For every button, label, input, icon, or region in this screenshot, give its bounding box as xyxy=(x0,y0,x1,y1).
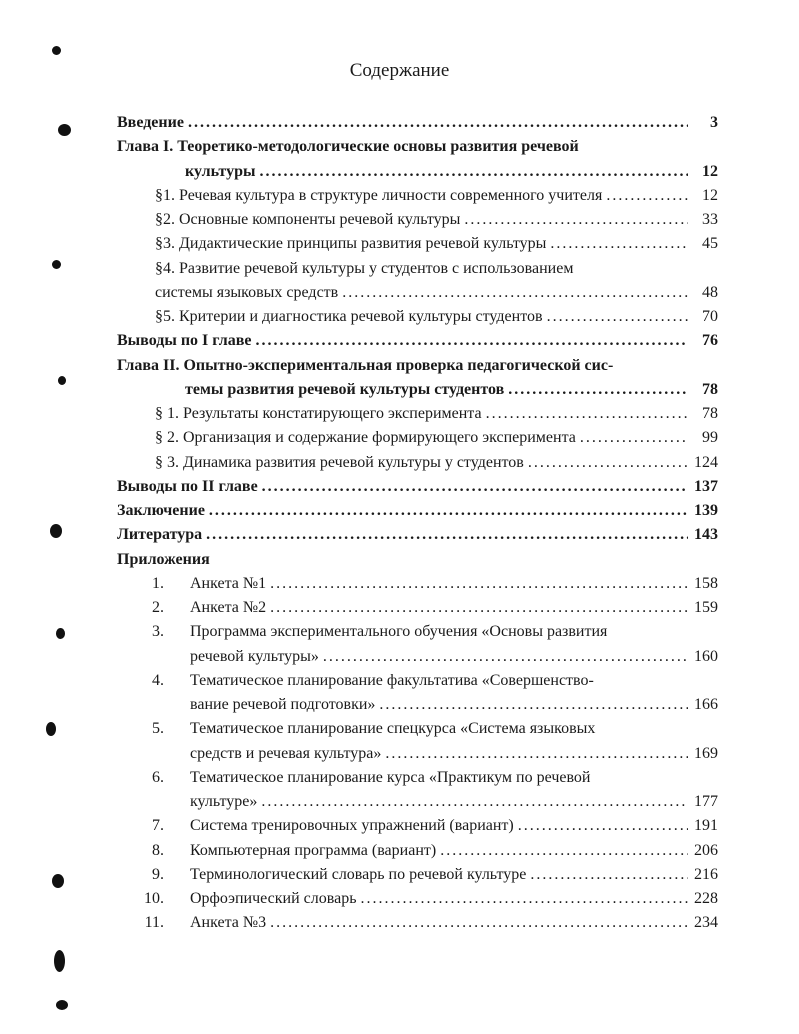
toc-entry-title: §4. Развитие речевой культуры у студентов с использованием xyxy=(155,259,574,277)
page-number: 45 xyxy=(702,235,718,253)
page-number: 137 xyxy=(694,477,718,495)
page-number: 228 xyxy=(694,890,718,907)
toc-entry[interactable] xyxy=(117,137,718,157)
toc-entry[interactable] xyxy=(155,259,718,279)
appendix-number: 7. xyxy=(152,817,164,835)
dot-leader xyxy=(262,477,688,497)
scan-speck xyxy=(50,524,62,538)
toc-entry-title: §5. Критерии и диагностика речевой культуры студентов xyxy=(155,308,543,325)
dot-leader xyxy=(261,792,688,812)
toc-entry[interactable] xyxy=(190,598,718,618)
appendix-number: 6. xyxy=(152,768,164,786)
page-number: 12 xyxy=(702,162,718,180)
dot-leader xyxy=(270,574,688,594)
toc-entry-title: Глава II. Опытно-экспериментальная проверка педагогической сис- xyxy=(117,356,614,374)
page-number: 33 xyxy=(702,211,718,228)
toc-entry[interactable] xyxy=(190,865,718,885)
toc-entry[interactable] xyxy=(190,889,718,909)
appendix-number: 8. xyxy=(152,841,164,859)
appendix-number: 1. xyxy=(152,574,164,592)
toc-entry-title: § 1. Результаты констатирующего эксперимента xyxy=(155,405,482,422)
dot-leader xyxy=(528,453,688,473)
page-number: 160 xyxy=(694,647,718,665)
dot-leader xyxy=(518,816,688,836)
appendix-number: 5. xyxy=(152,720,164,738)
page-number: 76 xyxy=(702,332,718,350)
toc-entry[interactable] xyxy=(155,404,718,424)
toc-entry-title: Компьютерная программа (вариант) xyxy=(190,841,437,859)
toc-entry[interactable] xyxy=(117,356,718,376)
toc-entry[interactable] xyxy=(190,647,718,667)
scan-speck xyxy=(58,376,66,385)
dot-leader xyxy=(530,865,688,885)
toc-entry-title: Тематическое планирование факультатива «Совершенство- xyxy=(190,671,594,689)
page-number: 158 xyxy=(694,574,718,592)
page-number: 124 xyxy=(694,453,718,471)
dot-leader xyxy=(209,501,688,521)
toc-entry-title: Орфоэпический словарь xyxy=(190,890,357,907)
scan-speck xyxy=(56,628,65,639)
toc-entry-title: Тематическое планирование спецкурса «Система языковых xyxy=(190,720,596,738)
toc-entry[interactable] xyxy=(185,162,718,182)
toc-entry-title: Выводы по II главе xyxy=(117,477,258,495)
toc-entry-title: речевой культуры» xyxy=(190,647,319,665)
appendix-number: 10. xyxy=(144,890,164,907)
toc-entry[interactable] xyxy=(155,210,718,230)
appendix-number: 9. xyxy=(152,865,164,883)
toc-entry[interactable] xyxy=(155,453,718,473)
scan-speck xyxy=(54,950,65,972)
toc-entry-title: §1. Речевая культура в структуре личности современного учителя xyxy=(155,186,603,204)
toc-entry-title: §3. Дидактические принципы развития речевой культуры xyxy=(155,235,547,253)
dot-leader xyxy=(360,889,688,909)
dot-leader xyxy=(323,647,688,667)
dot-leader xyxy=(379,695,688,715)
dot-leader xyxy=(508,380,688,400)
toc-entry[interactable] xyxy=(190,792,718,812)
page-number: 166 xyxy=(694,696,718,713)
toc-entry[interactable] xyxy=(190,841,718,861)
page-number: 191 xyxy=(694,817,718,835)
appendix-number: 4. xyxy=(152,671,164,689)
toc-entry[interactable] xyxy=(190,671,718,691)
toc-entry-title: Приложения xyxy=(117,550,210,568)
page-title: Содержание xyxy=(349,60,450,81)
dot-leader xyxy=(580,428,688,448)
toc-entry[interactable] xyxy=(117,550,718,570)
toc-entry-title: §2. Основные компоненты речевой культуры xyxy=(155,211,461,228)
toc-entry-title: Программа экспериментального обучения «Основы развития xyxy=(190,623,608,641)
dot-leader xyxy=(440,841,688,861)
dot-leader xyxy=(206,525,688,545)
dot-leader xyxy=(547,307,688,327)
toc-entry-title: культуры xyxy=(185,162,256,180)
page-number: 48 xyxy=(702,283,718,301)
toc-entry-title: Анкета №3 xyxy=(190,914,267,932)
toc-entry[interactable] xyxy=(155,307,718,327)
toc-entry[interactable] xyxy=(190,744,718,764)
toc-entry-title: вание речевой подготовки» xyxy=(190,696,376,713)
dot-leader xyxy=(255,331,688,351)
toc-entry-title: Выводы по I главе xyxy=(117,332,252,350)
toc-entry[interactable] xyxy=(190,913,718,933)
toc-entry-title: Анкета №1 xyxy=(190,574,267,592)
page-number: 12 xyxy=(702,186,718,204)
toc-entry-title: § 3. Динамика развития речевой культуры у студентов xyxy=(155,453,524,471)
page-number: 3 xyxy=(710,114,718,131)
page-number: 139 xyxy=(694,502,718,519)
toc-entry-title: темы развития речевой культуры студентов xyxy=(185,380,505,398)
page-number: 70 xyxy=(702,308,718,325)
dot-leader xyxy=(486,404,688,424)
toc-entry-title: системы языковых средств xyxy=(155,283,339,301)
page-number: 78 xyxy=(702,405,718,422)
toc-entry[interactable] xyxy=(117,331,718,351)
toc-entry[interactable] xyxy=(190,719,718,739)
toc-entry[interactable] xyxy=(190,816,718,836)
toc-entry[interactable] xyxy=(190,695,718,715)
page-number: 169 xyxy=(694,744,718,762)
toc-entry[interactable] xyxy=(190,574,718,594)
toc-entry-title: Анкета №2 xyxy=(190,599,267,616)
dot-leader xyxy=(550,234,688,254)
toc-entry-title: Система тренировочных упражнений (вариант) xyxy=(190,817,514,835)
dot-leader xyxy=(259,162,688,182)
appendix-number: 3. xyxy=(152,623,164,641)
toc-entry-title: культуре» xyxy=(190,793,258,810)
page-number: 216 xyxy=(694,865,718,883)
toc-entry-title: § 2. Организация и содержание формирующего эксперимента xyxy=(155,429,576,447)
dot-leader xyxy=(606,186,688,206)
toc-entry[interactable] xyxy=(185,380,718,400)
page-number: 78 xyxy=(702,380,718,398)
toc-entry[interactable] xyxy=(190,768,718,788)
page-number: 143 xyxy=(694,526,718,544)
dot-leader xyxy=(464,210,688,230)
page-number: 177 xyxy=(694,793,718,810)
scan-speck xyxy=(46,722,56,736)
dot-leader xyxy=(270,913,688,933)
dot-leader xyxy=(342,283,688,303)
toc-entry-title: Введение xyxy=(117,114,184,131)
scan-speck xyxy=(52,874,64,888)
toc-entry[interactable] xyxy=(155,428,718,448)
page-number: 99 xyxy=(702,429,718,447)
toc-entry[interactable] xyxy=(155,186,718,206)
appendix-number: 11. xyxy=(144,914,164,932)
toc-entry-title: Глава I. Теоретико-методологические основы развития речевой xyxy=(117,138,579,156)
toc-entry-title: Тематическое планирование курса «Практикум по речевой xyxy=(190,768,591,786)
dot-leader xyxy=(385,744,688,764)
scan-speck xyxy=(56,1000,68,1010)
scan-speck xyxy=(58,124,71,136)
page-number: 206 xyxy=(694,841,718,859)
toc-entry[interactable] xyxy=(117,477,718,497)
scan-speck xyxy=(52,46,61,55)
toc-entry[interactable] xyxy=(117,113,718,133)
appendix-number: 2. xyxy=(152,599,164,616)
toc-entry[interactable] xyxy=(155,234,718,254)
dot-leader xyxy=(270,598,688,618)
dot-leader xyxy=(188,113,688,133)
toc-entry-title: Терминологический словарь по речевой культуре xyxy=(190,865,527,883)
toc-entry[interactable] xyxy=(155,283,718,303)
toc-entry[interactable] xyxy=(117,501,718,521)
scan-speck xyxy=(52,260,61,269)
toc-entry-title: Заключение xyxy=(117,502,205,519)
toc-entry-title: средств и речевая культура» xyxy=(190,744,382,762)
toc-entry[interactable] xyxy=(190,622,718,642)
toc-entry[interactable] xyxy=(117,525,718,545)
page-number: 234 xyxy=(694,914,718,932)
page-number: 159 xyxy=(694,599,718,616)
toc-entry-title: Литература xyxy=(117,526,203,544)
